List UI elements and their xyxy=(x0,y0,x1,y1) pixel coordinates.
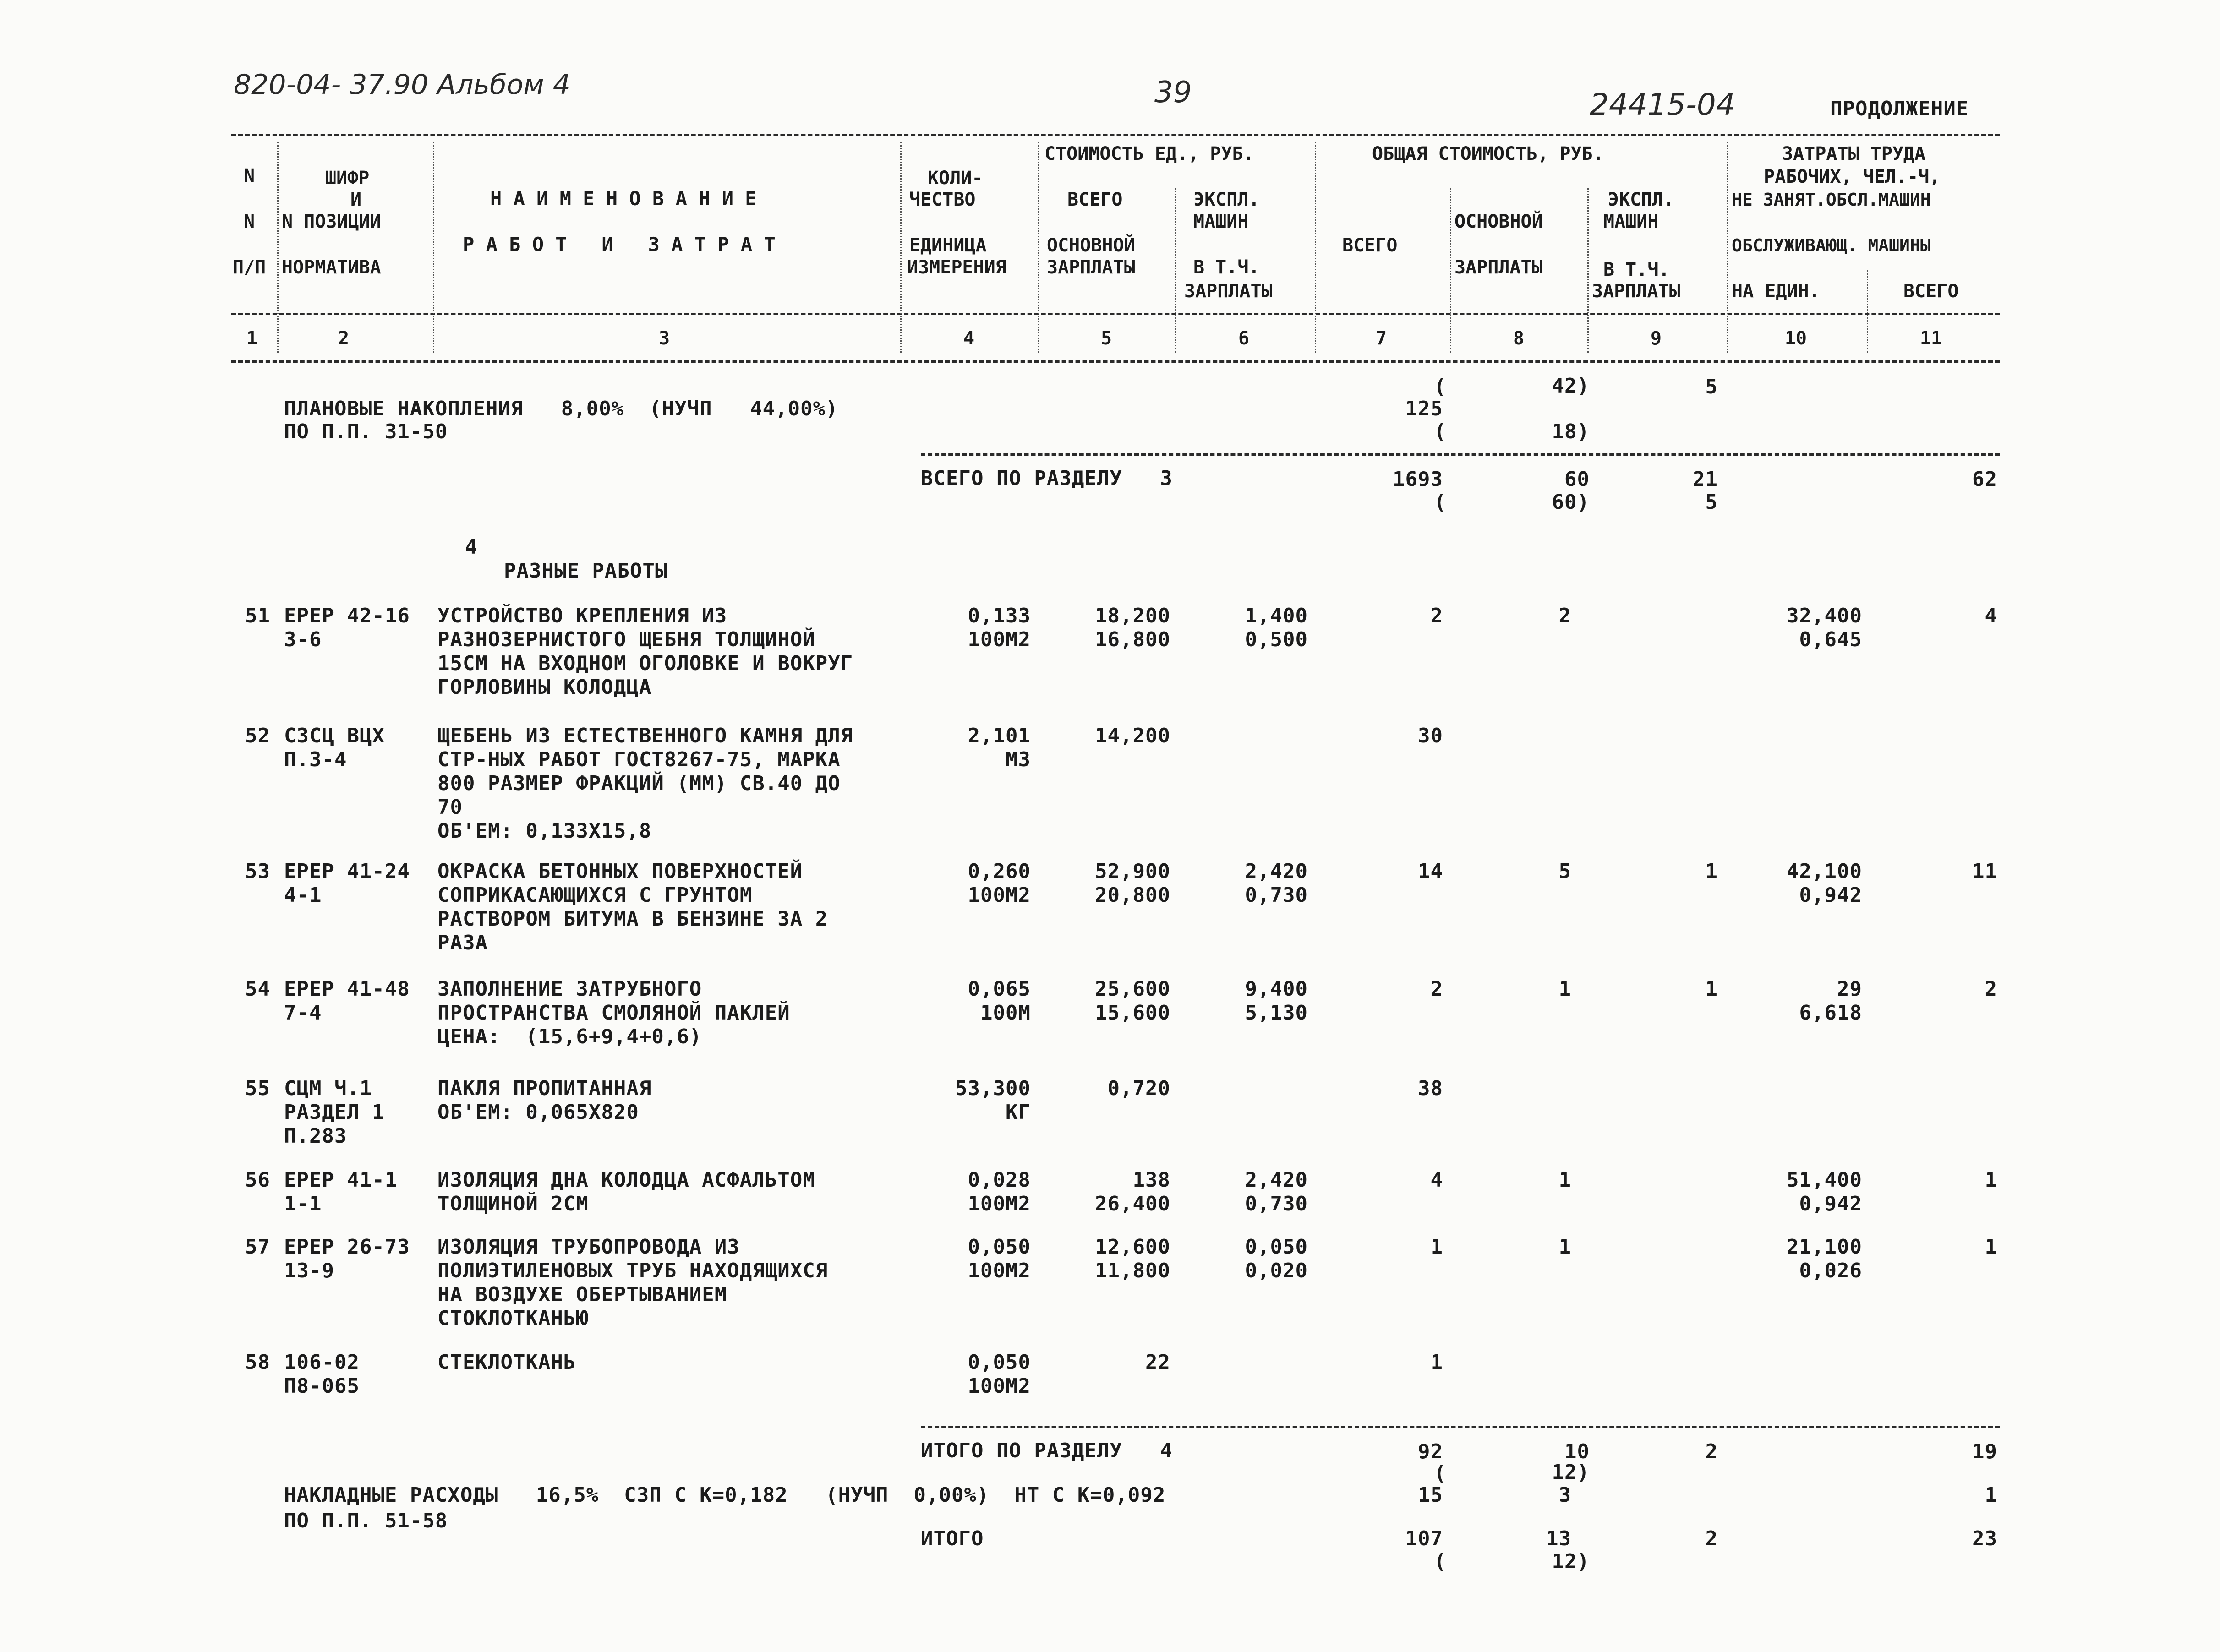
col-number: 8 xyxy=(1513,328,1525,349)
overhead-col7: 15 xyxy=(1418,1483,1443,1507)
row-labor-unit: 42,100 xyxy=(1787,860,1862,883)
section3-paren: ( xyxy=(1434,491,1447,514)
row-quantity: 100М2 xyxy=(968,883,1031,907)
row-machine-cost: 0,020 xyxy=(1245,1259,1308,1282)
header-unit-mach-c: В Т.Ч. xyxy=(1193,257,1260,278)
row-quantity: 100М xyxy=(980,1001,1031,1025)
col-number: 3 xyxy=(658,328,670,349)
document-code: 24415-04 xyxy=(1590,87,1735,122)
row-name: РАЗНОЗЕРНИСТОГО ЩЕБНЯ ТОЛЩИНОЙ xyxy=(437,628,815,651)
header-total-mach-d: ЗАРПЛАТЫ xyxy=(1592,281,1680,302)
col-number: 9 xyxy=(1650,328,1662,349)
row-machine-cost: 2,420 xyxy=(1245,1168,1308,1192)
grand-total-col8-sub: 12) xyxy=(1552,1550,1590,1573)
row-name: ОБ'ЕМ: 0,065Х820 xyxy=(437,1101,639,1124)
row-total: 1 xyxy=(1430,1235,1443,1259)
row-number: 54 xyxy=(245,977,270,1001)
row-machine-cost: 0,050 xyxy=(1245,1235,1308,1259)
row-total: 38 xyxy=(1418,1077,1443,1100)
row-labor-unit: 0,026 xyxy=(1799,1259,1862,1282)
row-code: 1-1 xyxy=(284,1192,322,1216)
row-unit-cost: 18,200 xyxy=(1095,604,1170,627)
column-separator xyxy=(433,142,434,353)
row-wage: 2 xyxy=(1558,604,1571,627)
header-total-wage-a: ОСНОВНОЙ xyxy=(1454,211,1543,232)
section4-title: РАЗНЫЕ РАБОТЫ xyxy=(504,559,668,583)
plan-col9: 5 xyxy=(1705,375,1718,398)
section4-total-col8: 10 xyxy=(1564,1440,1590,1463)
row-total: 30 xyxy=(1418,724,1443,747)
column-separator xyxy=(277,142,279,353)
grand-total-col9: 2 xyxy=(1705,1527,1718,1550)
row-name: СТР-НЫХ РАБОТ ГОСТ8267-75, МАРКА xyxy=(437,748,841,771)
header-qty-a: КОЛИ- xyxy=(928,168,983,189)
row-unit-cost: 16,800 xyxy=(1095,628,1170,651)
row-machine-cost: 9,400 xyxy=(1245,977,1308,1001)
section3-col9-sub: 5 xyxy=(1705,491,1718,514)
row-unit-cost: 138 xyxy=(1132,1168,1170,1192)
row-quantity: КГ xyxy=(1006,1101,1031,1124)
header-name-a: Н А И М Е Н О В А Н И Е xyxy=(490,187,757,210)
row-quantity: 0,133 xyxy=(968,604,1031,627)
header-unit-cost: СТОИМОСТЬ ЕД., РУБ. xyxy=(1044,143,1254,164)
header-total-mach-a: ЭКСПЛ. xyxy=(1608,189,1674,210)
section3-col8-sub: 60) xyxy=(1552,491,1590,514)
row-name: ЦЕНА: (15,6+9,4+0,6) xyxy=(437,1025,702,1048)
column-separator xyxy=(1450,188,1451,353)
header-col1-b: N xyxy=(244,211,255,232)
header-total-mach-b: МАШИН xyxy=(1603,211,1659,232)
row-labor-total: 1 xyxy=(1985,1235,1997,1259)
header-labor-unit: НА ЕДИН. xyxy=(1732,281,1820,302)
col-number: 6 xyxy=(1238,328,1250,349)
page-number: 39 xyxy=(1154,76,1192,109)
row-name: ЩЕБЕНЬ ИЗ ЕСТЕСТВЕННОГО КАМНЯ ДЛЯ xyxy=(437,724,853,747)
row-quantity: 0,028 xyxy=(968,1168,1031,1192)
row-code: П.3-4 xyxy=(284,748,347,771)
row-quantity: 0,260 xyxy=(968,860,1031,883)
header-code-a: ШИФР xyxy=(325,168,370,189)
row-name: ПОЛИЭТИЛЕНОВЫХ ТРУБ НАХОДЯЩИХСЯ xyxy=(437,1259,828,1282)
section3-rule xyxy=(921,453,2000,456)
row-number: 55 xyxy=(245,1077,270,1100)
row-name: СОПРИКАСАЮЩИХСЯ С ГРУНТОМ xyxy=(437,883,753,907)
header-unit-wage-a: ОСНОВНОЙ xyxy=(1047,235,1135,256)
col-number: 10 xyxy=(1784,328,1807,349)
header-qty-d: ИЗМЕРЕНИЯ xyxy=(907,257,1006,278)
row-name: РАСТВОРОМ БИТУМА В БЕНЗИНЕ ЗА 2 xyxy=(437,907,828,931)
col-number: 1 xyxy=(246,328,258,349)
row-quantity: 53,300 xyxy=(955,1077,1031,1100)
row-wage: 1 xyxy=(1558,1168,1571,1192)
column-separator xyxy=(1038,142,1039,353)
row-code: 4-1 xyxy=(284,883,322,907)
row-code: 13-9 xyxy=(284,1259,334,1282)
row-number: 53 xyxy=(245,860,270,883)
section4-total-col7: 92 xyxy=(1418,1440,1443,1463)
section4-rule xyxy=(921,1426,2000,1428)
row-total: 2 xyxy=(1430,977,1443,1001)
row-name: 15СМ НА ВХОДНОМ ОГОЛОВКЕ И ВОКРУГ xyxy=(437,652,853,675)
column-separator xyxy=(900,142,902,353)
column-separator xyxy=(1587,188,1589,353)
row-quantity: 100М2 xyxy=(968,1192,1031,1216)
col-number: 5 xyxy=(1100,328,1112,349)
row-unit-cost: 11,800 xyxy=(1095,1259,1170,1282)
header-total-mach-c: В Т.Ч. xyxy=(1603,259,1670,280)
row-name: ОБ'ЕМ: 0,133Х15,8 xyxy=(437,819,652,843)
column-separator xyxy=(1175,188,1176,353)
row-number: 56 xyxy=(245,1168,270,1192)
header-labor-d: ОБСЛУЖИВАЮЩ. МАШИНЫ xyxy=(1732,235,1931,256)
row-unit-cost: 0,720 xyxy=(1107,1077,1170,1100)
row-labor-unit: 51,400 xyxy=(1787,1168,1862,1192)
plan-total: 125 xyxy=(1405,397,1443,420)
section3-col7: 1693 xyxy=(1393,468,1443,491)
plan-wage: 18) xyxy=(1552,420,1590,443)
plan-paren: ( xyxy=(1434,420,1447,443)
row-code: ЕРЕР 41-24 xyxy=(284,860,410,883)
row-code: СЗСЦ ВЦХ xyxy=(284,724,385,747)
continuation-label: ПРОДОЛЖЕНИЕ xyxy=(1830,97,1969,120)
row-labor-unit: 0,942 xyxy=(1799,1192,1862,1216)
row-machine-cost: 1,400 xyxy=(1245,604,1308,627)
row-wage: 1 xyxy=(1558,1235,1571,1259)
row-total: 14 xyxy=(1418,860,1443,883)
plan-paren: ( xyxy=(1434,375,1447,398)
row-quantity: 100М2 xyxy=(968,1259,1031,1282)
header-total-cost: ОБЩАЯ СТОИМОСТЬ, РУБ. xyxy=(1372,143,1604,164)
section3-col9: 21 xyxy=(1693,468,1718,491)
header-rule-bottom xyxy=(231,360,2000,363)
row-machine-cost: 5,130 xyxy=(1245,1001,1308,1025)
row-name: СТОКЛОТКАНЬЮ xyxy=(437,1307,589,1330)
header-labor-a: ЗАТРАТЫ ТРУДА xyxy=(1782,143,1926,164)
header-col1-a: N xyxy=(244,165,255,186)
row-code: ЕРЕР 41-1 xyxy=(284,1168,398,1192)
row-name: ТОЛЩИНОЙ 2СМ xyxy=(437,1192,589,1216)
row-quantity: 0,050 xyxy=(968,1351,1031,1374)
row-unit-cost: 22 xyxy=(1145,1351,1170,1374)
header-rule-top xyxy=(231,134,2000,136)
section4-number: 4 xyxy=(465,535,478,559)
row-labor-unit: 32,400 xyxy=(1787,604,1862,627)
col-number: 2 xyxy=(338,328,350,349)
row-code: ЕРЕР 41-48 xyxy=(284,977,410,1001)
row-quantity: 100М2 xyxy=(968,628,1031,651)
row-unit-cost: 25,600 xyxy=(1095,977,1170,1001)
col-number: 4 xyxy=(963,328,975,349)
header-total-all: ВСЕГО xyxy=(1342,235,1398,256)
row-name: УСТРОЙСТВО КРЕПЛЕНИЯ ИЗ xyxy=(437,604,727,627)
row-unit-cost: 20,800 xyxy=(1095,883,1170,907)
row-wage: 5 xyxy=(1558,860,1571,883)
col-number: 7 xyxy=(1375,328,1387,349)
row-machine-cost: 0,500 xyxy=(1245,628,1308,651)
row-name: ИЗОЛЯЦИЯ ТРУБОПРОВОДА ИЗ xyxy=(437,1235,740,1259)
row-code: П8-065 xyxy=(284,1374,360,1398)
row-number: 58 xyxy=(245,1351,270,1374)
album-reference: 820-04- 37.90 Альбом 4 xyxy=(234,69,571,101)
header-code-b: И xyxy=(350,189,362,210)
row-machine-wage: 1 xyxy=(1705,977,1718,1001)
row-code: 3-6 xyxy=(284,628,322,651)
row-unit-cost: 12,600 xyxy=(1095,1235,1170,1259)
header-rule-mid xyxy=(231,313,2000,315)
row-labor-total: 2 xyxy=(1985,977,1997,1001)
header-col1-c: П/П xyxy=(233,257,266,278)
row-code: 106-02 xyxy=(284,1351,360,1374)
header-code-d: НОРМАТИВА xyxy=(282,257,381,278)
row-unit-cost: 52,900 xyxy=(1095,860,1170,883)
row-machine-cost: 0,730 xyxy=(1245,883,1308,907)
header-unit-mach-d: ЗАРПЛАТЫ xyxy=(1184,281,1273,302)
section4-total-col9: 2 xyxy=(1705,1440,1718,1463)
column-separator xyxy=(1727,142,1728,353)
header-qty-b: ЧЕСТВО xyxy=(909,189,976,210)
row-number: 51 xyxy=(245,604,270,627)
column-separator xyxy=(1867,270,1868,353)
row-quantity: 100М2 xyxy=(968,1374,1031,1398)
overhead-range: ПО П.П. 51-58 xyxy=(284,1509,448,1532)
section4-total-col8-sub: 12) xyxy=(1552,1461,1590,1484)
section3-label: ВСЕГО ПО РАЗДЕЛУ 3 xyxy=(921,467,1173,490)
header-unit-mach-b: МАШИН xyxy=(1193,211,1249,232)
row-code: 7-4 xyxy=(284,1001,322,1025)
row-machine-wage: 1 xyxy=(1705,860,1718,883)
row-unit-cost: 14,200 xyxy=(1095,724,1170,747)
row-wage: 1 xyxy=(1558,977,1571,1001)
row-name: 800 РАЗМЕР ФРАКЦИЙ (ММ) СВ.40 ДО xyxy=(437,772,841,795)
row-name: ОКРАСКА БЕТОННЫХ ПОВЕРХНОСТЕЙ xyxy=(437,860,803,883)
row-labor-total: 11 xyxy=(1972,860,1997,883)
row-quantity: 0,050 xyxy=(968,1235,1031,1259)
row-machine-cost: 0,730 xyxy=(1245,1192,1308,1216)
row-name: ГОРЛОВИНЫ КОЛОДЦА xyxy=(437,676,652,699)
row-name: ПРОСТРАНСТВА СМОЛЯНОЙ ПАКЛЕЙ xyxy=(437,1001,790,1025)
grand-total-paren: ( xyxy=(1434,1550,1447,1573)
row-unit-cost: 15,600 xyxy=(1095,1001,1170,1025)
header-labor-total: ВСЕГО xyxy=(1903,281,1959,302)
row-labor-unit: 21,100 xyxy=(1787,1235,1862,1259)
section4-total-col11: 19 xyxy=(1972,1440,1997,1463)
section3-col11: 62 xyxy=(1972,468,1997,491)
row-code: П.283 xyxy=(284,1124,347,1148)
header-unit-total: ВСЕГО xyxy=(1067,189,1123,210)
row-name: НА ВОЗДУХЕ ОБЕРТЫВАНИЕМ xyxy=(437,1283,727,1306)
row-code: ЕРЕР 26-73 xyxy=(284,1235,410,1259)
row-labor-unit: 29 xyxy=(1837,977,1862,1001)
row-name: ЗАПОЛНЕНИЕ ЗАТРУБНОГО xyxy=(437,977,702,1001)
grand-total-col7: 107 xyxy=(1405,1527,1443,1550)
row-name: ПАКЛЯ ПРОПИТАННАЯ xyxy=(437,1077,652,1100)
plan-label: ПЛАНОВЫЕ НАКОПЛЕНИЯ 8,00% (НУЧП 44,00%) xyxy=(284,397,838,420)
section4-total-paren: ( xyxy=(1434,1461,1447,1485)
header-unit-mach-a: ЭКСПЛ. xyxy=(1193,189,1260,210)
header-total-wage-b: ЗАРПЛАТЫ xyxy=(1454,257,1543,278)
row-name: СТЕКЛОТКАНЬ xyxy=(437,1351,576,1374)
row-quantity: 0,065 xyxy=(968,977,1031,1001)
section4-total-label: ИТОГО ПО РАЗДЕЛУ 4 xyxy=(921,1439,1173,1462)
header-labor-b: РАБОЧИХ, ЧЕЛ.-Ч, xyxy=(1764,166,1941,187)
plan-wage-machine: 42) xyxy=(1552,374,1590,398)
row-name: РАЗА xyxy=(437,931,488,954)
row-labor-total: 1 xyxy=(1985,1168,1997,1192)
row-name: 70 xyxy=(437,796,463,819)
column-separator xyxy=(1315,142,1316,353)
row-quantity: М3 xyxy=(1006,748,1031,771)
header-code-c: N ПОЗИЦИИ xyxy=(282,211,381,232)
row-labor-unit: 0,645 xyxy=(1799,628,1862,651)
row-quantity: 2,101 xyxy=(968,724,1031,747)
overhead-col8: 3 xyxy=(1558,1483,1571,1507)
header-qty-c: ЕДИНИЦА xyxy=(909,235,987,256)
plan-range: ПО П.П. 31-50 xyxy=(284,420,448,443)
row-labor-unit: 6,618 xyxy=(1799,1001,1862,1025)
header-name-b: Р А Б О Т И З А Т Р А Т xyxy=(463,233,776,256)
section3-col8: 60 xyxy=(1564,468,1590,491)
overhead-col11: 1 xyxy=(1985,1483,1997,1507)
row-labor-unit: 0,942 xyxy=(1799,883,1862,907)
grand-total-label: ИТОГО xyxy=(921,1527,984,1550)
overhead-label: НАКЛАДНЫЕ РАСХОДЫ 16,5% СЗП С К=0,182 (НУЧП 0,00%) НТ С К=0,092 xyxy=(284,1483,1166,1507)
row-number: 52 xyxy=(245,724,270,747)
row-machine-cost: 2,420 xyxy=(1245,860,1308,883)
row-total: 4 xyxy=(1430,1168,1443,1192)
header-labor-c: НЕ ЗАНЯТ.ОБСЛ.МАШИН xyxy=(1732,190,1931,210)
header-unit-wage-b: ЗАРПЛАТЫ xyxy=(1047,257,1135,278)
row-name: ИЗОЛЯЦИЯ ДНА КОЛОДЦА АСФАЛЬТОМ xyxy=(437,1168,815,1192)
row-labor-total: 4 xyxy=(1985,604,1997,627)
row-unit-cost: 26,400 xyxy=(1095,1192,1170,1216)
grand-total-col11: 23 xyxy=(1972,1527,1997,1550)
row-code: СЦМ Ч.1 xyxy=(284,1077,372,1100)
row-code: РАЗДЕЛ 1 xyxy=(284,1101,385,1124)
col-number: 11 xyxy=(1919,328,1942,349)
row-total: 1 xyxy=(1430,1351,1443,1374)
row-code: ЕРЕР 42-16 xyxy=(284,604,410,627)
row-total: 2 xyxy=(1430,604,1443,627)
grand-total-col8: 13 xyxy=(1546,1527,1571,1550)
row-number: 57 xyxy=(245,1235,270,1259)
